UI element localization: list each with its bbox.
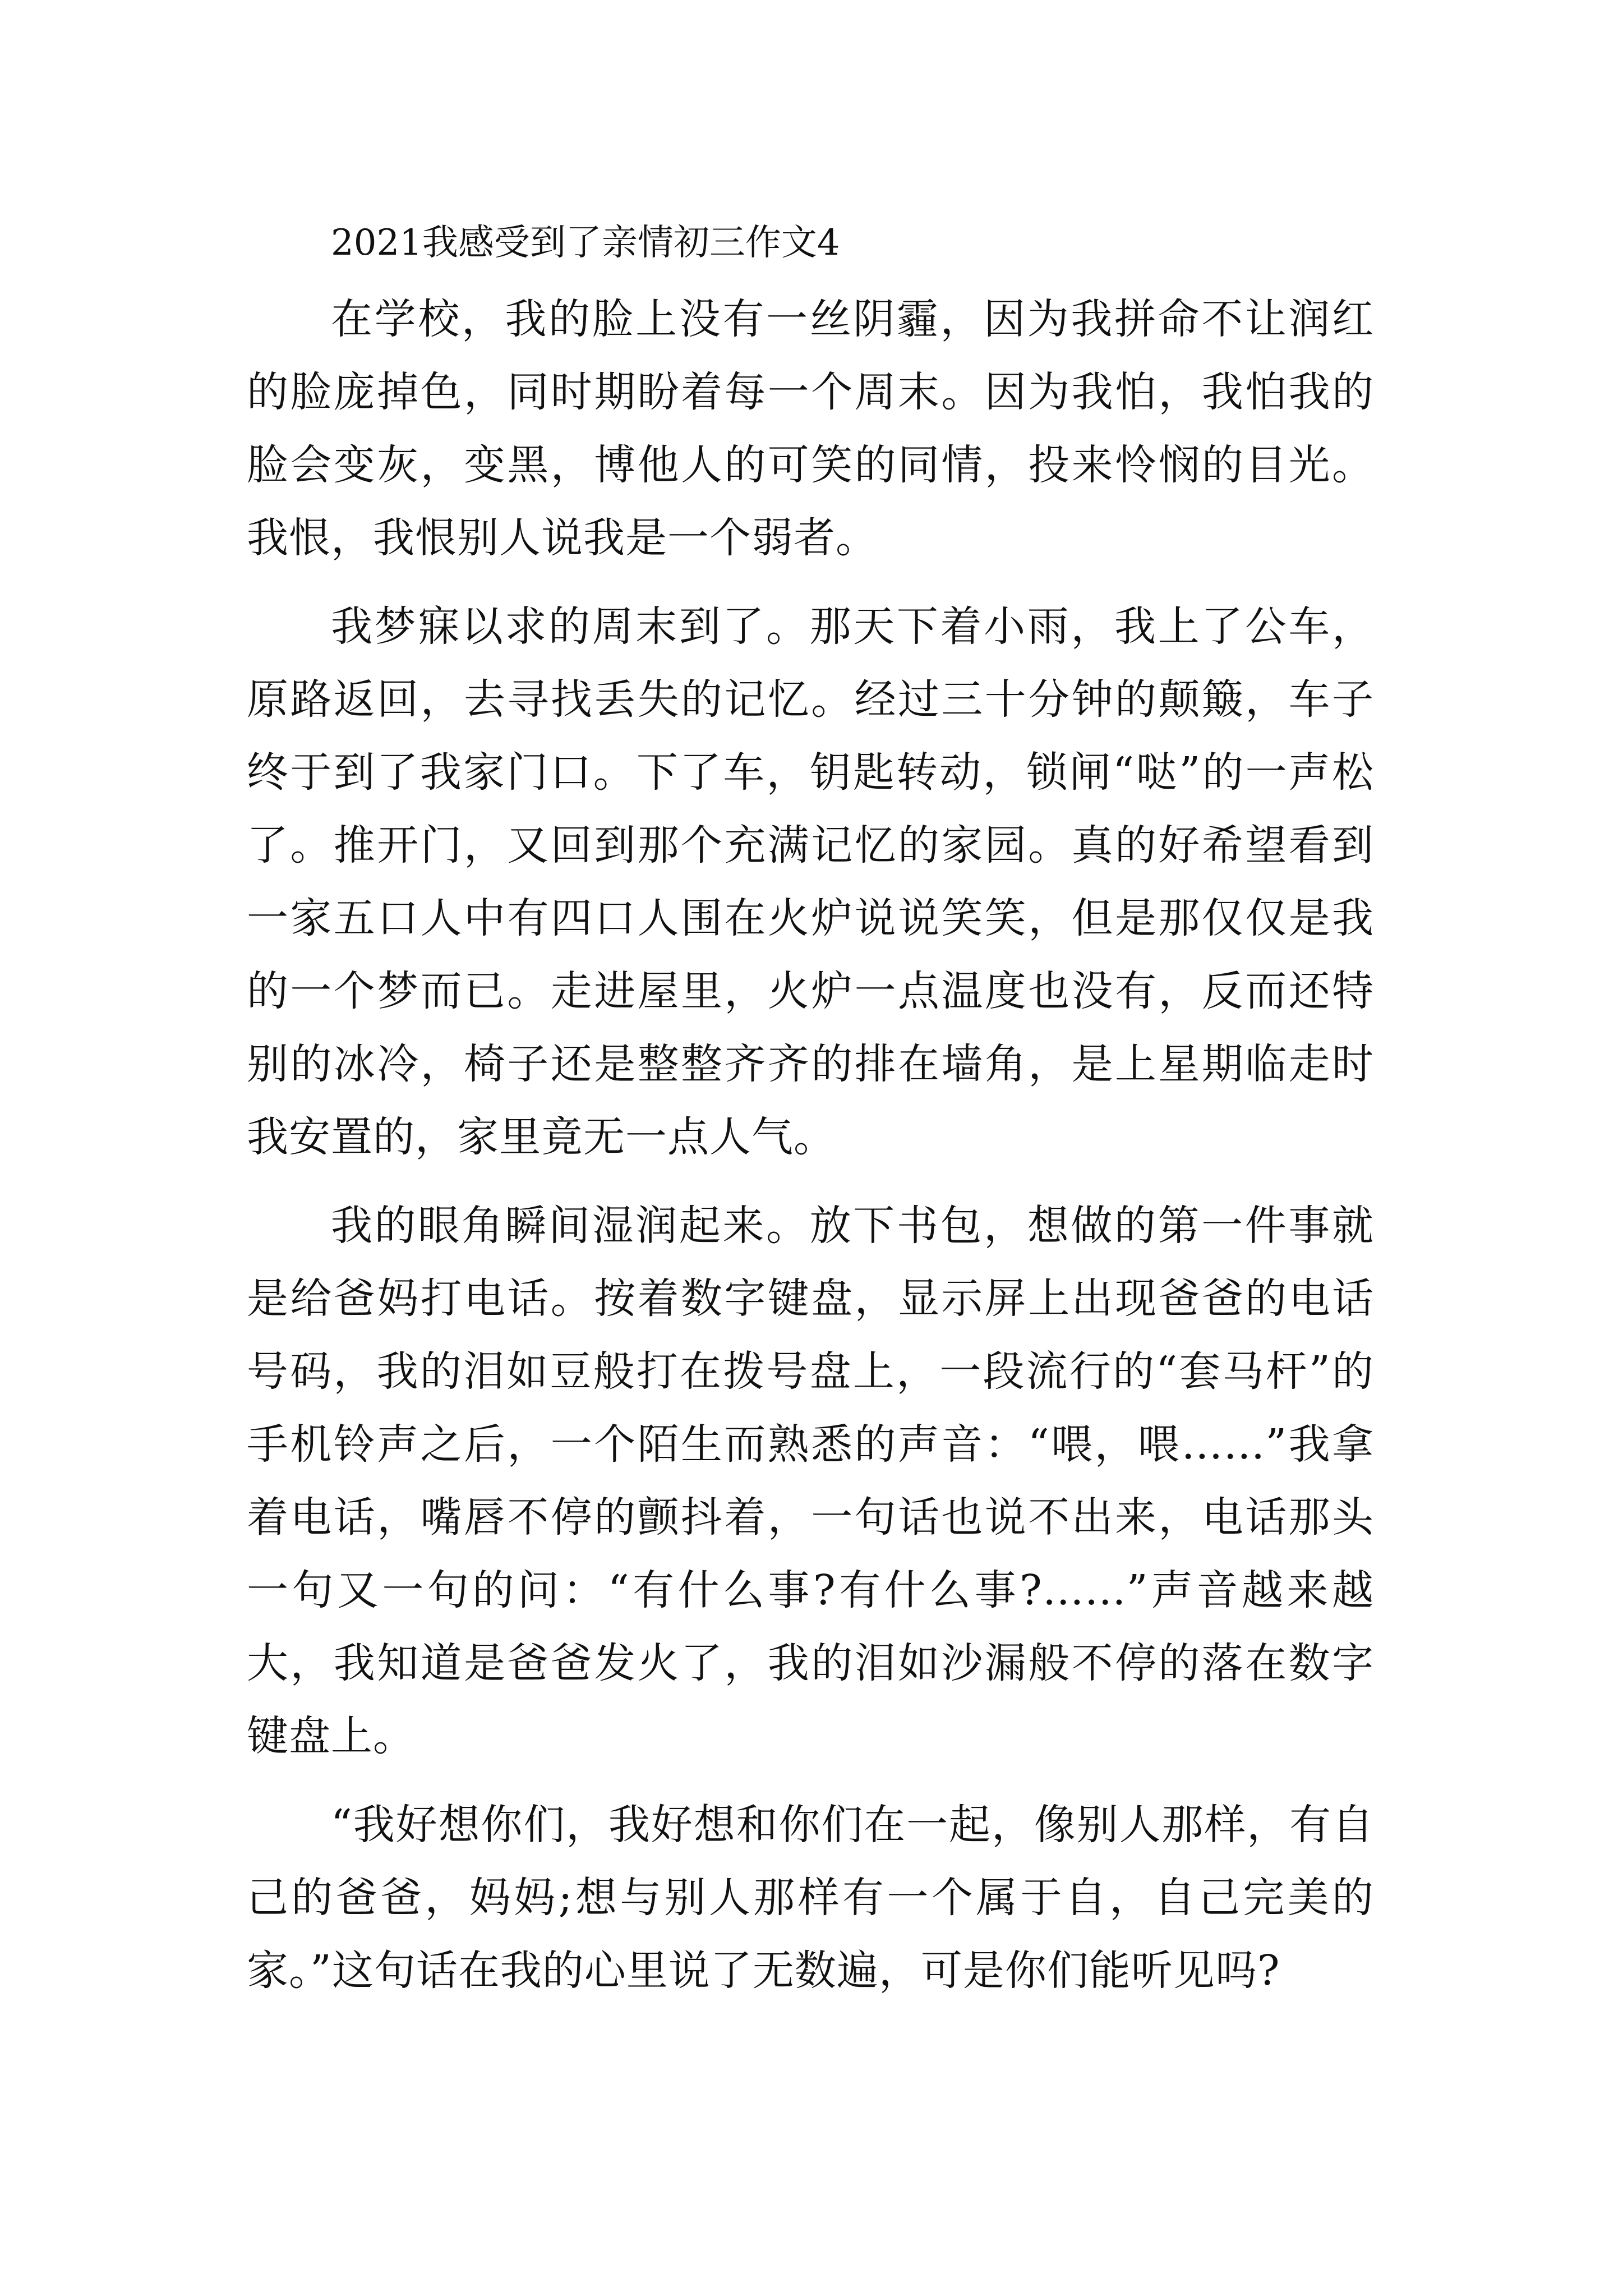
paragraph-2: 我梦寐以求的周末到了。那天下着小雨，我上了公车，原路返回，去寻找丢失的记忆。经过三十分钟的颠簸，车子终于到了我家门口。下了车，钥匙转动，锁闸“哒”的一声松了。推开门，又回到那个充满记忆的家园。真的好希望看到一家五口人中有四口人围在火炉说说笑笑，但是那仅仅是我的一个梦而已。走进屋里，火炉一点温度也没有，反而还特别的冰冷，椅子还是整整齐齐的排在墙角，是上星期临走时我安置的，家里竟无一点人气。 bbox=[247, 602, 1374, 1161]
paragraph-3: 我的眼角瞬间湿润起来。放下书包，想做的第一件事就是给爸妈打电话。按着数字键盘，显示屏上出现爸爸的电话号码，我的泪如豆般打在拨号盘上，一段流行的“套马杆”的手机铃声之后，一个陌生而熟悉的声音：“喂，喂……”我拿着电话，嘴唇不停的颤抖着，一句话也说不出来，电话那头一句又一句的问：“有什么事?有什么事?……”声音越来越大，我知道是爸爸发火了，我的泪如沙漏般不停的落在数字键盘上。 bbox=[247, 1202, 1374, 1760]
paragraph-1: 在学校，我的脸上没有一丝阴霾，因为我拼命不让润红的脸庞掉色，同时期盼着每一个周末。因为我怕，我怕我的脸会变灰，变黑，博他人的可笑的同情，投来怜悯的目光。我恨，我恨别人说我是一个弱者。 bbox=[247, 295, 1374, 562]
document-body bbox=[247, 219, 1374, 2023]
paragraph-4: “我好想你们，我好想和你们在一起，像别人那样，有自己的爸爸，妈妈;想与别人那样有一个属于自，自己完美的家。”这句话在我的心里说了无数遍，可是你们能听见吗? bbox=[247, 1801, 1374, 1995]
document-title: 2021我感受到了亲情初三作文4 bbox=[331, 222, 840, 264]
